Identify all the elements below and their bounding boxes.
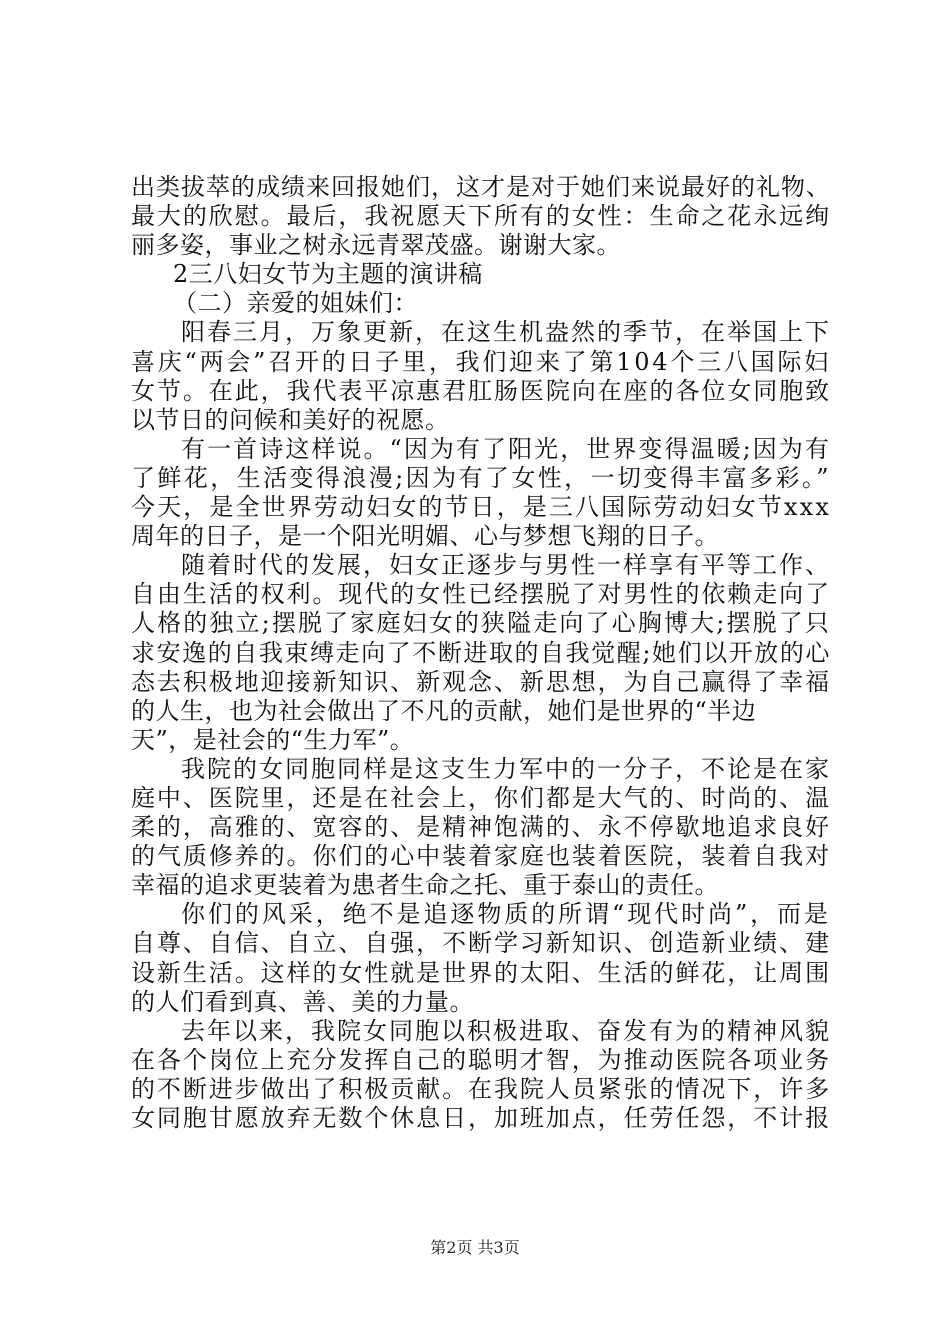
text-line: 随着时代的发展，妇女正逐步与男性一样享有平等工作、	[181, 551, 831, 580]
text-line: 丽多姿，事业之树永远青翠茂盛。谢谢大家。	[131, 231, 621, 260]
text-line: 自由生活的权利。现代的女性已经摆脱了对男性的依赖走向了	[131, 580, 831, 609]
text-line: 柔的，高雅的、宽容的、是精神饱满的、永不停歇地追求良好	[131, 813, 831, 842]
text-line: 的不断进步做出了积极贡献。在我院人员紧张的情况下，许多	[131, 1074, 831, 1103]
text-line: 求安逸的自我束缚走向了不断进取的自我觉醒;她们以开放的心	[131, 638, 831, 667]
text-line: 幸福的追求更装着为患者生命之托、重于泰山的责任。	[131, 871, 719, 900]
text-line: 在各个岗位上充分发挥自己的聪明才智，为推动医院各项业务	[131, 1045, 831, 1074]
text-line: 今天，是全世界劳动妇女的节日，是三八国际劳动妇女节xxx	[131, 493, 831, 522]
text-line: 的人们看到真、善、美的力量。	[131, 987, 474, 1016]
text-line: 态去积极地迎接新知识、新观念、新思想，为自己赢得了幸福	[131, 667, 831, 696]
text-line: 有一首诗这样说。“因为有了阳光，世界变得温暖;因为有	[181, 434, 831, 463]
text-line: 出类拔萃的成绩来回报她们，这才是对于她们来说最好的礼物、	[131, 173, 831, 201]
text-line: 的人生，也为社会做出了不凡的贡献，她们是世界的“半边	[131, 696, 757, 725]
text-line: 人格的独立;摆脱了家庭妇女的狭隘走向了心胸博大;摆脱了只	[131, 609, 831, 638]
text-line: 喜庆“两会”召开的日子里，我们迎来了第104个三八国际妇	[131, 347, 831, 376]
text-line: 庭中、医院里，还是在社会上，你们都是大气的、时尚的、温	[131, 783, 831, 812]
text-line: 设新生活。这样的女性就是世界的太阳、生活的鲜花，让周围	[131, 958, 831, 987]
text-line: 阳春三月，万象更新，在这生机盎然的季节，在举国上下	[181, 318, 831, 347]
text-line: 最大的欣慰。最后，我祝愿天下所有的女性：生命之花永远绚	[131, 202, 831, 231]
text-line: 了鲜花，生活变得浪漫;因为有了女性，一切变得丰富多彩。”	[131, 463, 831, 492]
text-line: 我院的女同胞同样是这支生力军中的一分子，不论是在家	[181, 754, 831, 783]
text-line: 2三八妇女节为主题的演讲稿	[173, 260, 483, 289]
text-line: 女节。在此，我代表平凉惠君肛肠医院向在座的各位女同胞致	[131, 376, 831, 405]
text-line: （二）亲爱的姐妹们：	[173, 289, 418, 318]
text-line: 女同胞甘愿放弃无数个休息日，加班加点，任劳任怨，不计报	[131, 1104, 831, 1132]
text-line: 去年以来，我院女同胞以积极进取、奋发有为的精神风貌	[181, 1016, 831, 1045]
text-line: 天”，是社会的“生力军”。	[131, 725, 415, 754]
text-line: 周年的日子，是一个阳光明媚、心与梦想飞翔的日子。	[131, 522, 719, 551]
text-line: 以节日的问候和美好的祝愿。	[131, 405, 450, 434]
document-body	[131, 173, 831, 1133]
page-footer: 第2页 共3页	[430, 1238, 520, 1257]
text-line: 你们的风采，绝不是追逐物质的所谓“现代时尚”，而是	[181, 900, 831, 929]
text-line: 自尊、自信、自立、自强，不断学习新知识、创造新业绩、建	[131, 929, 831, 958]
text-line: 的气质修养的。你们的心中装着家庭也装着医院，装着自我对	[131, 842, 831, 871]
